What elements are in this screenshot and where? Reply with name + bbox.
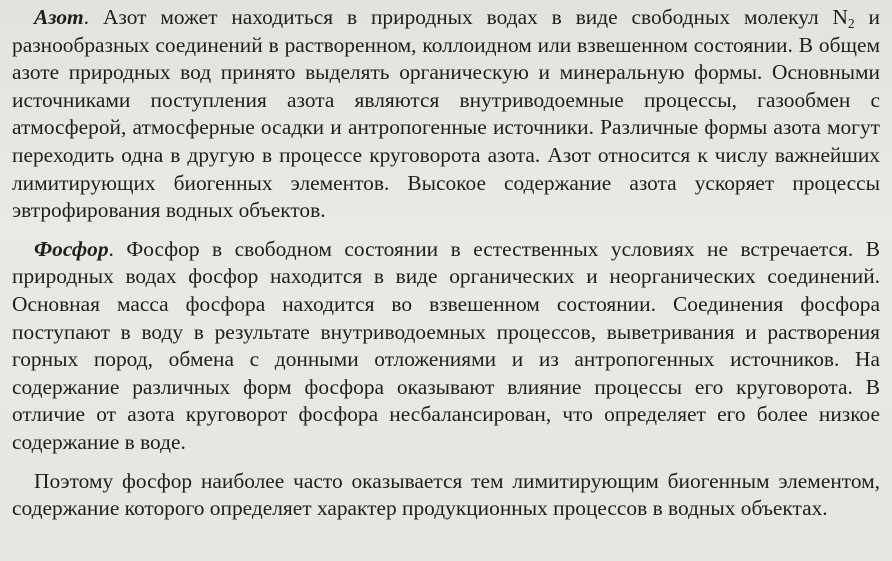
term-phosphorus: Фосфор xyxy=(34,236,109,261)
term-nitrogen: Азот xyxy=(34,5,84,29)
paragraph-limiting-element xyxy=(12,468,880,523)
paragraph-nitrogen-text-end: и разнообразных соединений в растворенном, коллоидном или взвешенном состоянии. В общем азоте природных вод принято выделять органическую и минеральную формы. Основными источниками поступления азота являются внутриводоемные процессы, газообмен с атмосферой, атмосферные осадки и антропогенные источники. Различные формы азота могут переходить одна в другую в процессе круговорота азота. Азот относится к числу важнейших лимитирующих биогенных элементов. Высокое содержание азота ускоряет процессы эвтрофирования водных объектов. xyxy=(12,5,880,223)
paragraph-nitrogen xyxy=(12,4,880,225)
paragraph-phosphorus-text: . Фосфор в свободном состоянии в естественных условиях не встречается. В природных водах фосфор находится в виде органических и неорганических соединений. Основная масса фосфора находится во взвешенном состоянии. Соединения фосфора поступают в воду в результате внутриводоемных процессов, выветривания и растворения горных пород, обмена с донными отложениями и из антропогенных источников. На содержание различных форм фосфора оказывают влияние процессы его круговорота. В отличие от азота круговорот фосфора несбалансирован, что определяет его более низкое содержание в воде. xyxy=(12,236,880,454)
paragraph-phosphorus xyxy=(12,236,880,457)
paragraph-limiting-element-text: Поэтому фосфор наиболее часто оказывается тем лимитирующим биогенным элементом, содержание которого определяет характер продукционных процессов в водных объектах. xyxy=(12,468,880,521)
subscript-2: 2 xyxy=(848,15,855,31)
paragraph-nitrogen-text-start: . Азот может находиться в природных водах в виде свободных молекул N xyxy=(83,5,848,29)
